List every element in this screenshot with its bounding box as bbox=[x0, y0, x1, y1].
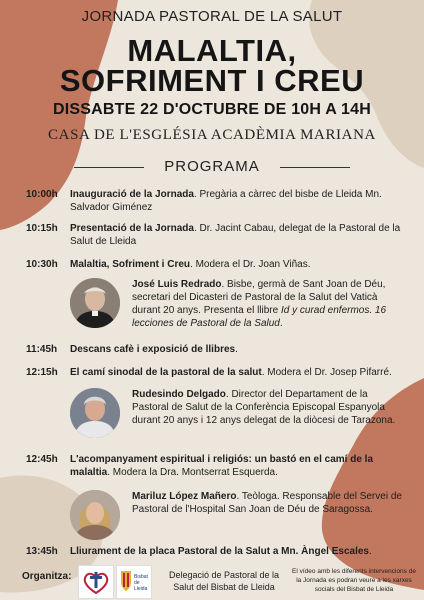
item-title: Presentació de la Jornada bbox=[70, 223, 194, 234]
item-time: 12:15h bbox=[26, 367, 58, 378]
event-date: DISSABTE 22 D'OCTUBRE DE 10H A 14H bbox=[53, 101, 371, 118]
speaker-book: Id y curad enfermos. 16 lecciones de Pastoral de la Salud bbox=[132, 305, 387, 329]
video-footnote: El vídeo amb les diferents intervencions de la Jornada es podran veure a les xarxes socials del Bisbat de Lleida bbox=[292, 568, 416, 593]
speaker-bio bbox=[132, 278, 404, 330]
person-portrait-icon bbox=[70, 278, 120, 328]
schedule-item bbox=[26, 188, 406, 214]
speaker-card bbox=[70, 278, 406, 338]
item-detail: . bbox=[369, 546, 372, 557]
item-detail: . Modera el Dr. Josep Pifarré. bbox=[261, 367, 392, 378]
item-detail: . Pregària a càrrec del bisbe de Lleida Mn. Salvador Giménez bbox=[70, 189, 382, 213]
speaker-name: José Luis Redrado bbox=[132, 279, 222, 290]
speaker-description: . Teòloga. Responsable del Servei de Pastoral de l'Hospital San Joan de Déu de Saragossa. bbox=[132, 491, 402, 515]
person-portrait-icon bbox=[70, 490, 120, 540]
schedule-item bbox=[26, 366, 406, 379]
item-title: Descans cafè i exposició de llibres bbox=[70, 344, 236, 355]
speaker-bio-end: . bbox=[279, 318, 283, 329]
item-title: El camí sinodal de la pastoral de la salut bbox=[70, 367, 262, 378]
schedule-item bbox=[26, 343, 406, 356]
schedule-item bbox=[26, 453, 406, 479]
speaker-bio bbox=[132, 388, 404, 427]
event-title-line1: MALALTIA, bbox=[127, 33, 297, 68]
item-time: 11:45h bbox=[26, 344, 58, 355]
item-detail: . Modera la Dra. Montserrat Esquerda. bbox=[107, 467, 278, 478]
event-venue: CASA DE L'ESGLÉSIA ACADÈMIA MARIANA bbox=[48, 127, 376, 143]
speaker-photo bbox=[70, 490, 120, 540]
item-time: 10:00h bbox=[26, 189, 58, 200]
speaker-photo bbox=[70, 278, 120, 328]
programa-title: PROGRAMA bbox=[164, 158, 260, 175]
item-time: 12:45h bbox=[26, 454, 58, 465]
speaker-bio bbox=[132, 490, 404, 516]
organizer-name: Delegació de Pastoral de la Salut del Bisbat de Lleida bbox=[168, 570, 280, 592]
diocese-shield-logo-icon bbox=[117, 566, 151, 598]
pastoral-salut-logo bbox=[78, 565, 114, 599]
schedule-item bbox=[26, 258, 406, 271]
speaker-name: Mariluz López Mañero bbox=[132, 491, 237, 502]
logo-text-de: de bbox=[134, 580, 140, 586]
speaker-card bbox=[70, 388, 406, 448]
bisbat-lleida-logo bbox=[116, 565, 152, 599]
logo-text-bisbat: Bisbat bbox=[134, 574, 148, 580]
speaker-description: . Bisbe, germà de Sant Joan de Déu, secretari del Dicasteri de Pastoral de la Salut del Vaticà durant 20 anys. Presenta el llibre bbox=[132, 279, 386, 316]
schedule-item bbox=[26, 222, 406, 248]
event-title bbox=[0, 33, 424, 98]
item-title: Lliurament de la placa Pastoral de la Salut a Mn. Àngel Escales bbox=[70, 546, 369, 557]
organizer-label: Organitza: bbox=[22, 571, 72, 582]
item-detail: . Dr. Jacint Cabau, delegat de la Pastoral de la Salut de Lleida bbox=[70, 223, 401, 247]
item-time: 10:15h bbox=[26, 223, 58, 234]
heart-cross-logo-icon bbox=[79, 566, 113, 598]
event-kicker: JORNADA PASTORAL DE LA SALUT bbox=[81, 8, 343, 25]
item-title: Inauguració de la Jornada bbox=[70, 189, 194, 200]
speaker-description: . Director del Departament de la Pastoral de Salut de la Conferència Episcopal Espanyola durant 20 anys i 12 anys delegat de la diòcesi de Tarazona. bbox=[132, 389, 396, 426]
speaker-card bbox=[70, 490, 406, 550]
item-time: 13:45h bbox=[26, 546, 58, 557]
logo-text-lleida: Lleida bbox=[134, 586, 148, 592]
item-title: Malaltia, Sofriment i Creu bbox=[70, 259, 191, 270]
item-time: 10:30h bbox=[26, 259, 58, 270]
programa-heading-row bbox=[0, 156, 424, 178]
item-title: L'acompanyament espiritual i religiós: un bastó en el camí de la malaltia bbox=[70, 454, 374, 478]
event-title-line2: SOFRIMENT I CREU bbox=[59, 63, 365, 98]
item-detail: . Modera el Dr. Joan Viñas. bbox=[190, 259, 311, 270]
person-portrait-icon bbox=[70, 388, 120, 438]
schedule-item bbox=[26, 545, 406, 558]
speaker-photo bbox=[70, 388, 120, 438]
divider-right bbox=[280, 167, 350, 168]
item-detail: . bbox=[235, 344, 238, 355]
speaker-name: Rudesindo Delgado bbox=[132, 389, 226, 400]
